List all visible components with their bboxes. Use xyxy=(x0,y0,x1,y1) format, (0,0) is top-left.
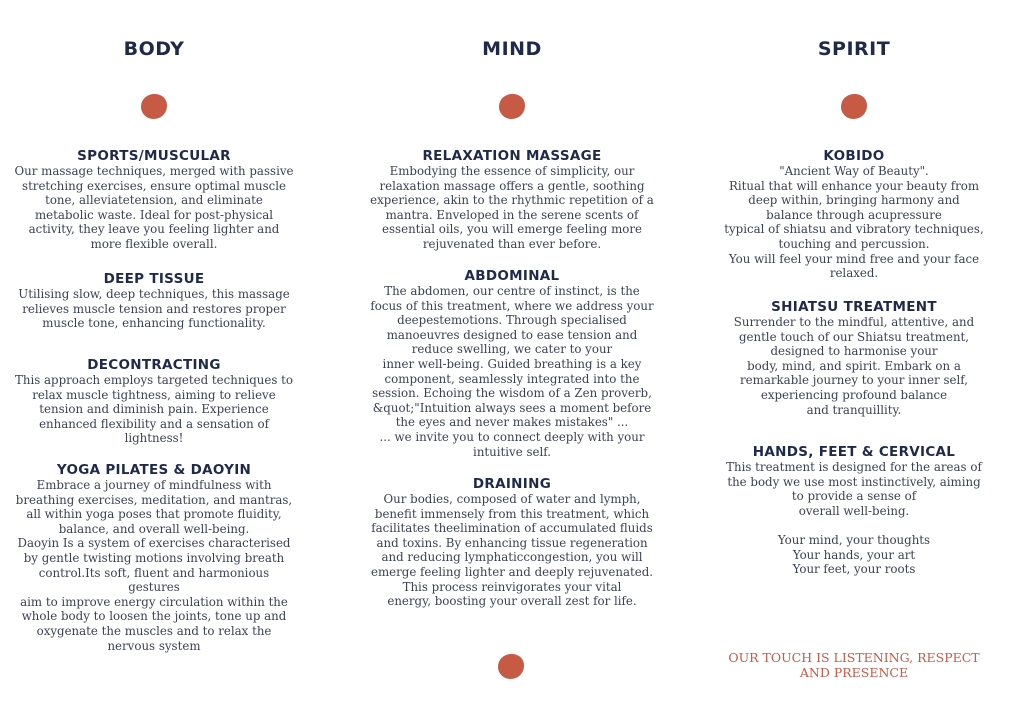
draining-text: Our bodies, composed of water and lymph, benefit immensely from this treatment, which facilitates theelimination of accumulated fluids and toxins. By enhancing tissue regeneration and reducing lymphaticcongestion, you will emerge feeling lighter and deeply rejuvenated. This process reinvigorates your vital energy, boosting your overall zest for life. xyxy=(370,492,653,609)
abdominal-title: ABDOMINAL xyxy=(464,268,560,284)
sports-muscular-text: Our massage techniques, merged with passive stretching exercises, ensure optimal muscle tone, alleviatetension, and eliminate metabolic waste. Ideal for post-physical activity, they leave you feeling lighter and more flexible overall. xyxy=(14,164,294,251)
relaxation-massage-text: Embodying the essence of simplicity, our relaxation massage offers a gentle, soothing experience, akin to the rhythmic repetition of a mantra. Enveloped in the serene scents of essential oils, you will emerge feeling more rejuvenated than ever before. xyxy=(370,164,654,251)
abdominal-text: The abdomen, our centre of instinct, is the focus of this treatment, where we address your deepestemotions. Through specialised manoeuvres designed to ease tension and reduce swelling, we cater to your inner well-being. Guided breathing is a key component, seamlessly integrated into the session. Echoing the wisdom of a Zen proverb, &quot;"Intuition always sees a moment before the eyes and never makes mistakes" ... ... we invite you to connect deeply with your intuitive self. xyxy=(370,284,654,459)
decontracting-title: DECONTRACTING xyxy=(87,357,221,373)
shiatsu-treatment-section xyxy=(712,299,996,417)
body-heading: BODY xyxy=(123,38,185,60)
mind-heading: MIND xyxy=(482,38,542,60)
shiatsu-treatment-title: SHIATSU TREATMENT xyxy=(771,299,937,315)
mind-dot-ornament xyxy=(499,94,525,119)
deep-tissue-section xyxy=(12,271,296,331)
sports-muscular-title: SPORTS/MUSCULAR xyxy=(77,148,231,164)
hands-feet-cervical-text: This treatment is designed for the areas of the body we use most instinctively, aiming to provide a sense of overall well-being. Your mind, your thoughts Your hands, your art Your feet, your roots xyxy=(726,460,982,577)
hands-feet-cervical-section xyxy=(712,444,996,577)
draining-section xyxy=(360,476,664,609)
relaxation-massage-section xyxy=(360,148,664,252)
spirit-dot-ornament xyxy=(841,94,867,119)
yoga-pilates-daoyin-section xyxy=(12,462,296,653)
decontracting-section xyxy=(12,357,296,446)
tagline-footer: OUR TOUCH IS LISTENING, RESPECT AND PRESENCE xyxy=(728,650,980,680)
hands-feet-cervical-title: HANDS, FEET & CERVICAL xyxy=(752,444,956,460)
spirit-heading: SPIRIT xyxy=(817,38,891,60)
deep-tissue-title: DEEP TISSUE xyxy=(103,271,205,287)
yoga-pilates-daoyin-text: Embrace a journey of mindfulness with breathing exercises, meditation, and mantras, all within yoga poses that promote fluidity, balance, and overall well-being. Daoyin Is a system of exercises characterised by gentle twisting motions involving breath control.Its soft, fluent and harmonious gestures aim to improve energy circulation within the whole body to loosen the joints, tone up and oxygenate the muscles and to relax the nervous system xyxy=(15,478,293,653)
bottom-dot-ornament xyxy=(498,654,524,679)
kobido-title: KOBIDO xyxy=(823,148,885,164)
yoga-pilates-daoyin-title: YOGA PILATES & DAOYIN xyxy=(56,462,252,478)
body-dot-ornament xyxy=(141,94,167,119)
deep-tissue-text: Utilising slow, deep techniques, this massage relieves muscle tension and restores proper muscle tone, enhancing functionality. xyxy=(18,287,290,331)
kobido-text: "Ancient Way of Beauty". Ritual that will enhance your beauty from deep within, bringing harmony and balance through acupressure typical of shiatsu and vibratory techniques, touching and percussion. You will feel your mind free and your face relaxed. xyxy=(724,164,984,281)
shiatsu-treatment-text: Surrender to the mindful, attentive, and gentle touch of our Shiatsu treatment, designed to harmonise your body, mind, and spirit. Embark on a remarkable journey to your inner self, experiencing profound balance and tranquillity. xyxy=(733,315,975,417)
kobido-section xyxy=(712,148,996,281)
abdominal-section xyxy=(360,268,664,459)
draining-title: DRAINING xyxy=(472,476,552,492)
relaxation-massage-title: RELAXATION MASSAGE xyxy=(422,148,602,164)
decontracting-text: This approach employs targeted techniques to relax muscle tightness, aiming to relieve tension and diminish pain. Experience enhanced flexibility and a sensation of lightness! xyxy=(14,373,294,446)
sports-muscular-section xyxy=(12,148,296,252)
